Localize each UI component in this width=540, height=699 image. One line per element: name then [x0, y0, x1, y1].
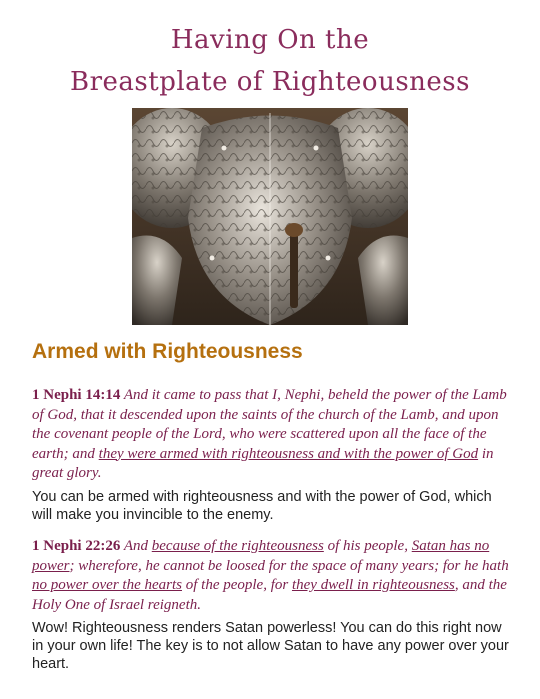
page-title-line-2: Breastplate of Righteousness	[70, 67, 470, 97]
verse-reference: 1 Nephi 14:14	[32, 387, 121, 403]
commentary-paragraph-2: Wow! Righteousness renders Satan powerless! You can do this right now in your own life! The key is to not allow Satan to have any power over your heart.	[32, 620, 509, 672]
page-title-line-1: Having On the	[170, 25, 370, 55]
verse-text: of his people,	[323, 538, 412, 554]
scripture-verse-2	[32, 537, 512, 615]
section-heading: Armed with Righteousness	[32, 340, 303, 363]
verse-text: in great glory.	[32, 445, 494, 481]
armor-breastplate-image	[132, 108, 408, 325]
verse-text: And	[120, 538, 152, 554]
verse-text: , and the Holy One of Israel reigneth.	[32, 577, 507, 613]
verse-underlined-text: they were armed with righteousness and with the power of God	[98, 445, 479, 462]
commentary-paragraph-1: You can be armed with righteousness and with the power of God, which will make you invincible to the enemy.	[32, 489, 492, 523]
verse-underlined-text: they dwell in righteousness	[291, 577, 455, 593]
verse-text: of the people, for	[181, 577, 292, 593]
verse-underlined-text: no power over the hearts	[32, 577, 182, 593]
verse-reference: 1 Nephi 22:26	[32, 538, 121, 554]
verse-text: And it came to pass that I, Nephi, beheld the power of the Lamb of God, that it descended upon the saints of the church of the Lamb, and upon the covenant people of the Lord, who were scattered upon all the face of the earth; and	[32, 387, 507, 462]
verse-underlined-text: Satan has no power	[32, 538, 490, 574]
verse-underlined-text: because of the righteousness	[151, 538, 324, 554]
verse-text: ; wherefore, he cannot be loosed for the space of many years; for he hath	[69, 557, 509, 574]
scripture-verse-1	[32, 386, 512, 484]
